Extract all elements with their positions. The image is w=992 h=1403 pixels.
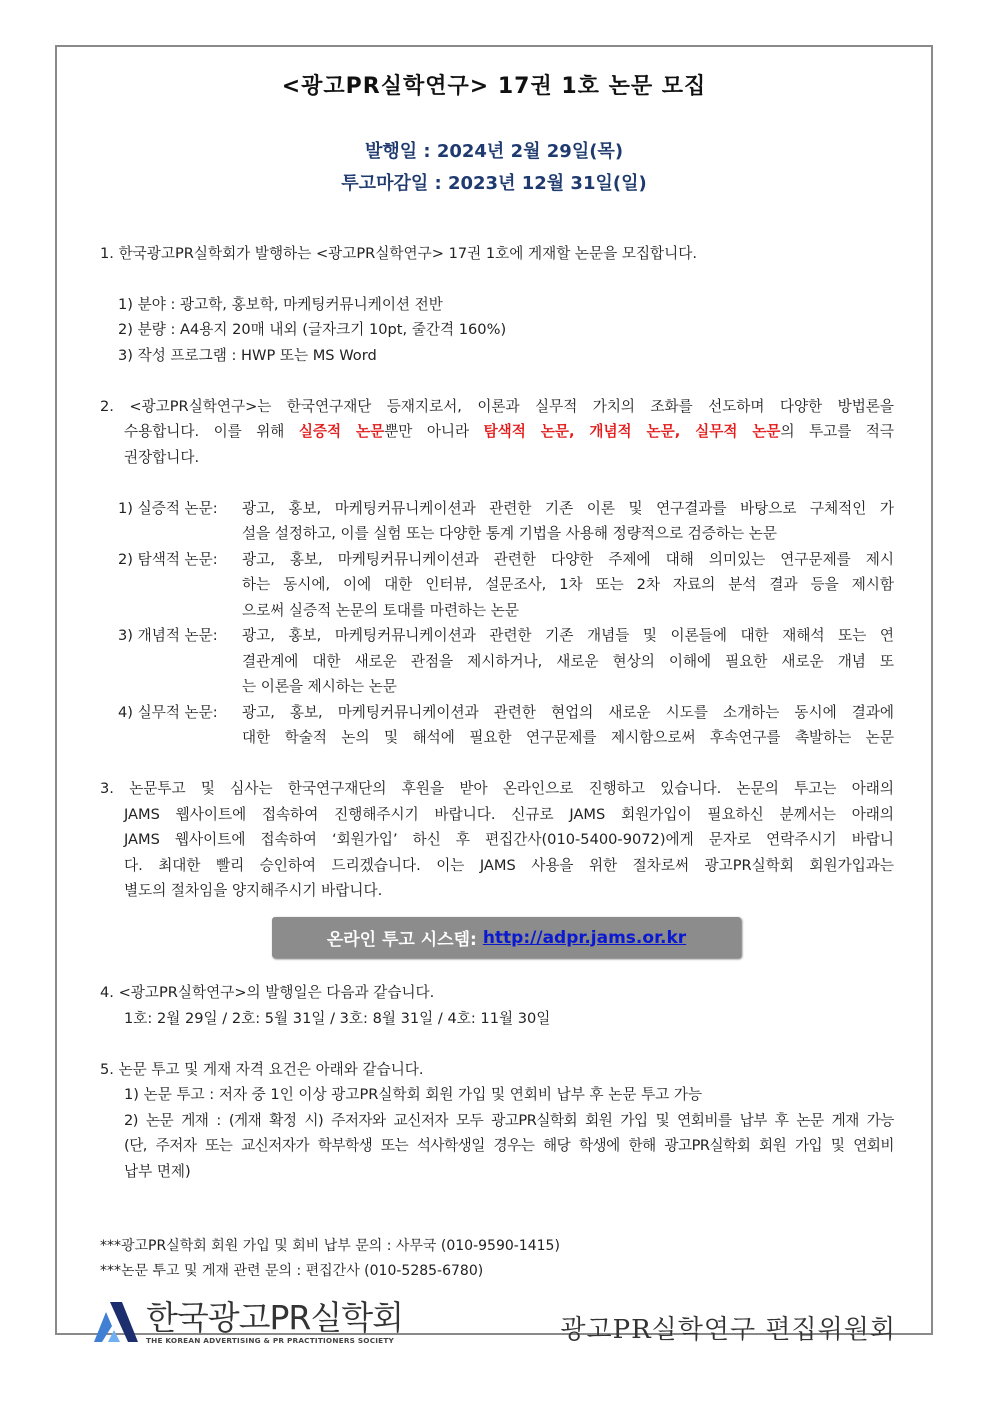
- highlight-empirical: 실증적 논문: [298, 423, 385, 440]
- section-1-item: 1) 분야 : 광고학, 홍보학, 마케팅커뮤니케이션 전반: [118, 296, 443, 313]
- section-3-line: 다. 최대한 빨리 승인하여 드리겠습니다. 이는 JAMS 사용을 위한 절차로써 광고PR실학회 회원가입과는: [124, 857, 894, 874]
- submission-system-link[interactable]: http://adpr.jams.or.kr: [482, 927, 687, 948]
- section-3-line: JAMS 웹사이트에 접속하여 진행해주시기 바랍니다. 신규로 JAMS 회원가입이 필요하신 분께서는 아래의: [124, 806, 894, 823]
- society-logo: [92, 1300, 403, 1345]
- type-desc-line: 광고, 홍보, 마케팅커뮤니케이션과 관련한 다양한 주제에 대해 의미있는 연구문제를 제시: [242, 551, 894, 568]
- section-5-note: (단, 주저자 또는 교신저자가 학부학생 또는 석사학생일 경우는 해당 학생에 한해 광고PR실학회 회원 가입 및 연회비: [124, 1137, 894, 1154]
- section-1-item: 2) 분량 : A4용지 20매 내외 (글자크기 10pt, 줄간격 160%): [118, 321, 507, 338]
- section-3-line: 별도의 절차임을 양지해주시기 바랍니다.: [124, 882, 383, 899]
- contact-editorial: ***논문 투고 및 게재 관련 문의 : 편집간사 (010-5285-6780): [100, 1263, 484, 1279]
- type-desc-line: 설을 설정하고, 이를 실험 또는 다양한 통계 기법을 사용해 정량적으로 검증하는 논문: [242, 525, 777, 542]
- type-label: 3) 개념적 논문:: [118, 627, 218, 644]
- online-submission-banner: [272, 917, 741, 958]
- section-2-line: 수용합니다. 이를 위해 실증적 논문뿐만 아니라 탐색적 논문, 개념적 논문, 실무적 논문의 투고를 적극: [124, 423, 894, 440]
- section-3-line: 3. 논문투고 및 심사는 한국연구재단의 후원을 받아 온라인으로 진행하고 있습니다. 논문의 투고는 아래의: [100, 780, 894, 797]
- section-2-line: 권장합니다.: [124, 449, 200, 466]
- type-desc-line: 하는 동시에, 이에 대한 인터뷰, 설문조사, 1차 또는 2차 자료의 분석 결과 등을 제시함: [242, 576, 894, 593]
- page-title: <광고PR실학연구> 17권 1호 논문 모집: [281, 74, 707, 99]
- type-desc-line: 결관계에 대한 새로운 관점을 제시하거나, 새로운 현상의 이해에 필요한 새로운 개념 또: [242, 653, 894, 670]
- contact-membership: ***광고PR실학회 회원 가입 및 회비 납부 문의 : 사무국 (010-9590-1415): [100, 1238, 560, 1254]
- section-4-heading: 4. <광고PR실학연구>의 발행일은 다음과 같습니다.: [100, 984, 435, 1001]
- banner-label: 온라인 투고 시스템:: [326, 930, 477, 950]
- type-desc-line: 는 이론을 제시하는 논문: [242, 678, 397, 695]
- logo-korean: 한국광고PR실학회: [146, 1298, 403, 1337]
- logo-english: THE KOREAN ADVERTISING & PR PRACTITIONERS SOCIETY: [146, 1336, 395, 1345]
- type-label: 4) 실무적 논문:: [118, 704, 218, 721]
- type-desc-line: 으로써 실증적 논문의 토대를 마련하는 논문: [242, 602, 519, 619]
- type-desc-line: 광고, 홍보, 마케팅커뮤니케이션과 관련한 현업의 새로운 시도를 소개하는 동시에 결과에: [242, 704, 894, 721]
- editorial-committee: 광고PR실학연구 편집위원회: [560, 1315, 896, 1345]
- publish-date: 발행일 : 2024년 2월 29일(목): [364, 141, 624, 162]
- section-1-item: 3) 작성 프로그램 : HWP 또는 MS Word: [118, 347, 377, 364]
- submission-deadline: 투고마감일 : 2023년 12월 31일(일): [341, 173, 647, 194]
- type-desc-line: 대한 학술적 논의 및 해석에 필요한 연구문제를 제시함으로써 후속연구를 촉발하는 논문: [242, 729, 894, 746]
- section-5-item: 2) 논문 게재 : (게재 확정 시) 주저자와 교신저자 모두 광고PR실학회 회원 가입 및 연회비를 납부 후 논문 게재 가능: [124, 1112, 894, 1129]
- type-label: 2) 탐색적 논문:: [118, 551, 218, 568]
- document-page: [55, 45, 933, 1345]
- type-label: 1) 실증적 논문:: [118, 500, 218, 517]
- type-desc-line: 광고, 홍보, 마케팅커뮤니케이션과 관련한 기존 개념들 및 이론들에 대한 재해석 또는 연: [242, 627, 894, 644]
- section-1-heading: 1. 한국광고PR실학회가 발행하는 <광고PR실학연구> 17권 1호에 게재할 논문을 모집합니다.: [100, 245, 697, 262]
- highlight-other-types: 탐색적 논문, 개념적 논문, 실무적 논문: [483, 423, 781, 440]
- type-desc-line: 광고, 홍보, 마케팅커뮤니케이션과 관련한 기존 이론 및 연구결과를 바탕으로 구체적인 가: [242, 500, 894, 517]
- section-2-line: 2. <광고PR실학연구>는 한국연구재단 등재지로서, 이론과 실무적 가치의 조화를 선도하며 다양한 방법론을: [100, 398, 894, 415]
- section-3-line: JAMS 웹사이트에 접속하여 ‘회원가입’ 하신 후 편집간사(010-5400-9072)에게 문자로 연락주시기 바랍니: [124, 831, 894, 848]
- issue-schedule: 1호: 2월 29일 / 2호: 5월 31일 / 3호: 8월 31일 / 4호: 11월 30일: [124, 1010, 551, 1027]
- section-5-heading: 5. 논문 투고 및 게재 자격 요건은 아래와 같습니다.: [100, 1061, 424, 1078]
- society-logo-icon: [92, 1300, 140, 1344]
- section-5-note: 납부 면제): [124, 1163, 191, 1180]
- section-5-item: 1) 논문 투고 : 저자 중 1인 이상 광고PR실학회 회원 가입 및 연회비 납부 후 논문 투고 가능: [124, 1086, 703, 1103]
